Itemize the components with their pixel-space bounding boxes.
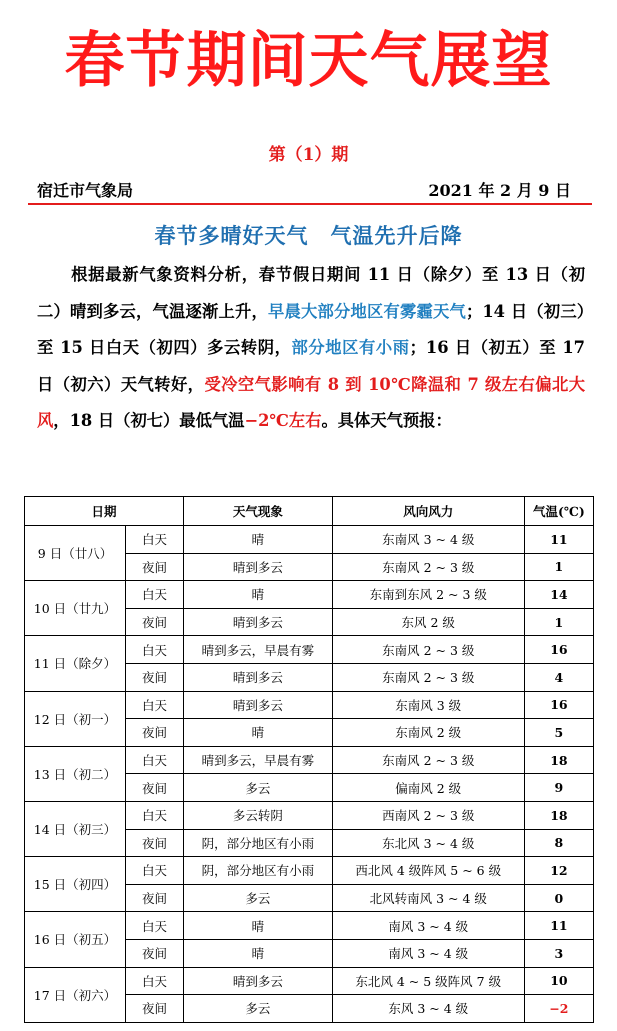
para-text: ；16 日（初五）至 17 日（初六）天气转好， [37, 338, 585, 394]
cell-date: 17 日（初六） [25, 967, 126, 1022]
para-highlight-cold-air: 受冷空气影响有 8 到 10℃降温和 7 级左右偏北大风 [37, 374, 585, 431]
table-row [25, 801, 594, 829]
cell-temp: 1 [524, 553, 593, 581]
cell-wind: 北风转南风 3 ~ 4 级 [332, 884, 524, 912]
cell-wind: 南风 3 ~ 4 级 [332, 939, 524, 967]
cell-weather: 多云 [184, 995, 333, 1023]
cell-period: 夜间 [126, 608, 184, 636]
cell-weather: 晴到多云 [184, 663, 333, 691]
cell-period: 夜间 [126, 553, 184, 581]
cell-wind: 东风 3 ~ 4 级 [332, 995, 524, 1023]
cell-wind: 东南风 2 ~ 3 级 [332, 553, 524, 581]
cell-temp: 16 [524, 691, 593, 719]
cell-wind: 西北风 4 级阵风 5 ~ 6 级 [332, 857, 524, 885]
table-row [25, 691, 594, 719]
para-text: ，18 日（初七）最低气温 [53, 411, 245, 431]
cell-temp: 18 [524, 801, 593, 829]
cell-period: 夜间 [126, 995, 184, 1023]
table-header-row [25, 497, 594, 526]
cell-wind: 西南风 2 ~ 3 级 [332, 801, 524, 829]
cell-temp: −2 [524, 995, 593, 1023]
cell-temp: 0 [524, 884, 593, 912]
cell-temp: 11 [524, 526, 593, 554]
cell-period: 白天 [126, 967, 184, 995]
cell-wind: 东北风 3 ~ 4 级 [332, 829, 524, 857]
cell-wind: 东风 2 级 [332, 608, 524, 636]
cell-date: 14 日（初三） [25, 801, 126, 856]
cell-wind: 东南风 3 级 [332, 691, 524, 719]
cell-temp: 1 [524, 608, 593, 636]
cell-wind: 东南到东风 2 ~ 3 级 [332, 581, 524, 609]
cell-period: 白天 [126, 801, 184, 829]
cell-temp: 10 [524, 967, 593, 995]
table-body [25, 526, 594, 1023]
cell-wind: 东南风 2 ~ 3 级 [332, 636, 524, 664]
cell-weather: 晴到多云 [184, 691, 333, 719]
header-weather: 天气现象 [184, 497, 333, 526]
cell-period: 夜间 [126, 884, 184, 912]
cell-period: 白天 [126, 636, 184, 664]
cell-period: 白天 [126, 857, 184, 885]
cell-temp: 8 [524, 829, 593, 857]
cell-date: 9 日（廿八） [25, 526, 126, 581]
cell-weather: 阴，部分地区有小雨 [184, 857, 333, 885]
cell-weather: 晴 [184, 912, 333, 940]
header-date: 日期 [25, 497, 184, 526]
header-wind: 风向风力 [332, 497, 524, 526]
header-temp: 气温(℃) [524, 497, 593, 526]
cell-wind: 南风 3 ~ 4 级 [332, 912, 524, 940]
cell-temp: 14 [524, 581, 593, 609]
table-row [25, 526, 594, 554]
cell-wind: 偏南风 2 级 [332, 774, 524, 802]
cell-weather: 晴 [184, 581, 333, 609]
cell-weather: 晴到多云 [184, 608, 333, 636]
table-row [25, 912, 594, 940]
cell-weather: 晴到多云 [184, 967, 333, 995]
para-highlight-fog: 早晨大部分地区有雾霾天气 [268, 301, 467, 321]
issue-date: 2021 年 2 月 9 日 [428, 181, 571, 200]
cell-weather: 晴到多云 [184, 553, 333, 581]
table-row [25, 746, 594, 774]
cell-temp: 16 [524, 636, 593, 664]
cell-period: 白天 [126, 912, 184, 940]
cell-weather: 多云 [184, 884, 333, 912]
cell-temp: 18 [524, 746, 593, 774]
cell-date: 10 日（廿九） [25, 581, 126, 636]
cell-wind: 东北风 4 ~ 5 级阵风 7 级 [332, 967, 524, 995]
cell-period: 夜间 [126, 774, 184, 802]
cell-weather: 晴 [184, 526, 333, 554]
para-highlight-rain: 部分地区有小雨 [291, 338, 410, 358]
cell-date: 11 日（除夕） [25, 636, 126, 691]
cell-period: 白天 [126, 581, 184, 609]
cell-period: 夜间 [126, 829, 184, 857]
cell-period: 白天 [126, 526, 184, 554]
cell-date: 15 日（初四） [25, 857, 126, 912]
cell-weather: 晴到多云，早晨有雾 [184, 636, 333, 664]
para-text: 根据最新气象资料分析，春节假日期间 11 日（除夕）至 13 日（初二）晴到多云，气温逐渐上升， [37, 265, 585, 321]
cell-weather: 阴，部分地区有小雨 [184, 829, 333, 857]
cell-period: 夜间 [126, 719, 184, 747]
cell-temp: 9 [524, 774, 593, 802]
cell-weather: 晴 [184, 939, 333, 967]
cell-period: 夜间 [126, 663, 184, 691]
cell-period: 白天 [126, 691, 184, 719]
cell-temp: 5 [524, 719, 593, 747]
cell-temp: 4 [524, 663, 593, 691]
cell-weather: 晴到多云，早晨有雾 [184, 746, 333, 774]
red-divider [28, 203, 592, 205]
cell-wind: 东南风 2 ~ 3 级 [332, 663, 524, 691]
issuer: 宿迁市气象局 [37, 181, 134, 200]
table-row [25, 967, 594, 995]
table-row [25, 636, 594, 664]
cell-date: 13 日（初二） [25, 746, 126, 801]
forecast-table [24, 496, 594, 1023]
document-title: 春节期间天气展望 [64, 26, 553, 96]
cell-period: 白天 [126, 746, 184, 774]
para-highlight-min-temp: −2℃左右 [244, 411, 322, 431]
cell-wind: 东南风 3 ~ 4 级 [332, 526, 524, 554]
table-row [25, 581, 594, 609]
para-text: ；14 日（初三）至 15 日白天（初四）多云转阴， [37, 301, 585, 358]
cell-weather: 多云 [184, 774, 333, 802]
cell-weather: 多云转阴 [184, 801, 333, 829]
forecast-paragraph [37, 257, 585, 440]
cell-wind: 东南风 2 级 [332, 719, 524, 747]
table-row [25, 857, 594, 885]
cell-temp: 11 [524, 912, 593, 940]
cell-temp: 3 [524, 939, 593, 967]
cell-weather: 晴 [184, 719, 333, 747]
headline: 春节多晴好天气 气温先升后降 [154, 223, 463, 248]
cell-date: 16 日（初五） [25, 912, 126, 967]
cell-wind: 东南风 2 ~ 3 级 [332, 746, 524, 774]
cell-temp: 12 [524, 857, 593, 885]
cell-period: 夜间 [126, 939, 184, 967]
cell-date: 12 日（初一） [25, 691, 126, 746]
para-text: 。具体天气预报： [321, 411, 452, 431]
issue-number: 第（1）期 [268, 145, 349, 165]
